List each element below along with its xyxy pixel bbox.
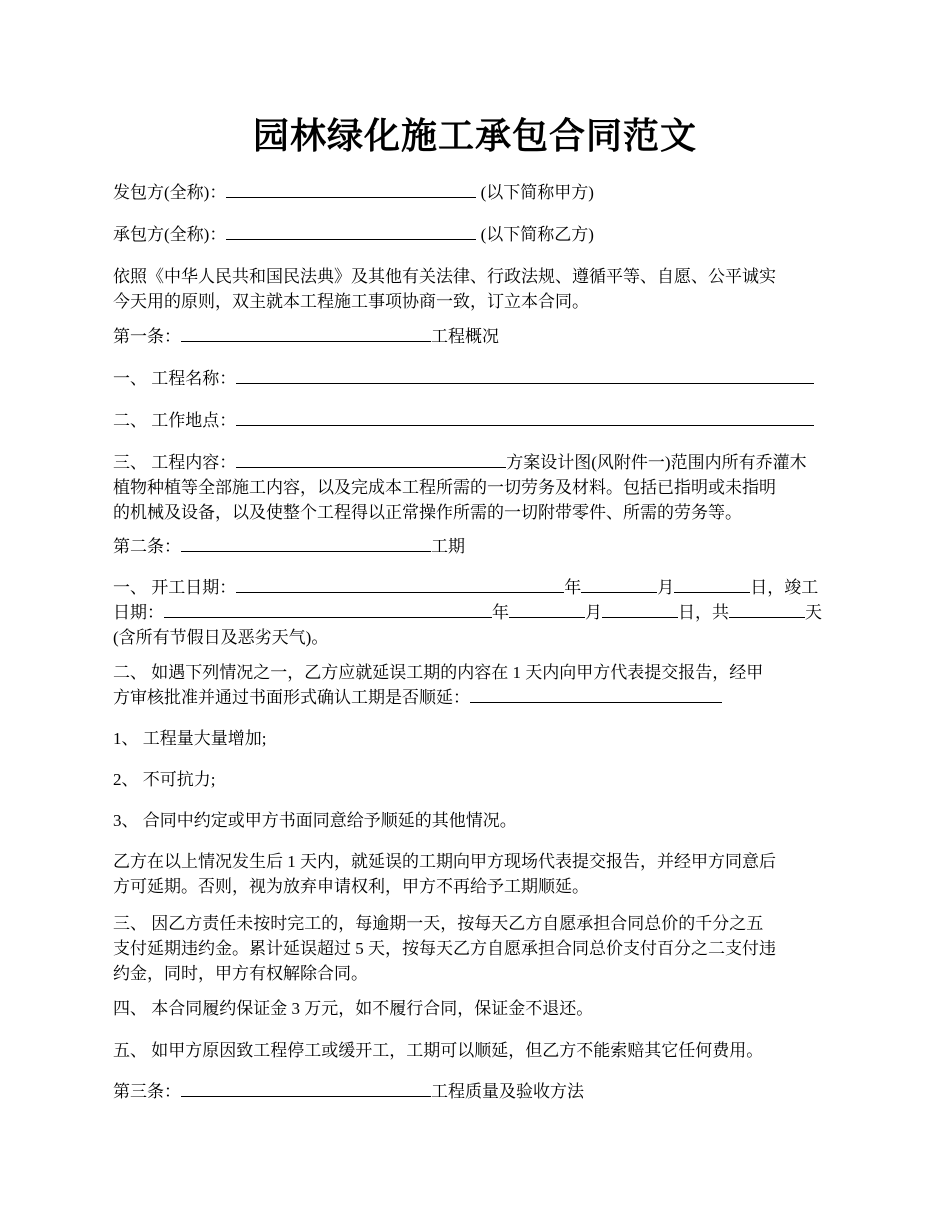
deposit-clause: 四、 本合同履约保证金 3 万元，如不履行合同，保证金不退还。	[113, 999, 594, 1018]
total-label: 日，共	[678, 603, 729, 622]
document-title: 园林绿化施工承包合同范文	[252, 116, 697, 156]
month-label: 月	[585, 603, 602, 622]
delay-report-line: 方可延期。否则，视为放弃申请权利，甲方不再给予工期顺延。	[113, 877, 589, 896]
party-a-blank	[226, 181, 476, 198]
start-year-blank	[236, 576, 564, 593]
party-b-suffix: (以下简称乙方)	[476, 225, 594, 244]
delay-conditions-text: 方审核批准并通过书面形式确认工期是否顺延：	[113, 688, 470, 707]
party-a-suffix: (以下简称甲方)	[476, 183, 594, 202]
start-date-paragraph	[113, 575, 840, 650]
start-day-blank	[674, 576, 750, 593]
start-date-line	[113, 575, 840, 600]
end-date-label: 日期：	[113, 603, 164, 622]
work-location-label: 二、 工作地点：	[113, 411, 237, 430]
project-name-blank	[236, 367, 814, 384]
list-item-1: 1、 工程量大量增加;	[113, 729, 267, 748]
late-penalty-line: 支付延期违约金。累计延误超过 5 天，按每天乙方自愿承担合同总价支付百分之二支付违	[113, 939, 776, 958]
end-date-line	[113, 600, 840, 625]
year-label: 年	[492, 603, 509, 622]
project-content-blank	[236, 451, 506, 468]
end-month-blank	[509, 601, 585, 618]
owner-delay-clause: 五、 如甲方原因致工程停工或缓开工，工期可以顺延，但乙方不能索赔其它任何费用。	[113, 1041, 764, 1060]
month-label: 月	[657, 578, 675, 597]
article-3-heading	[113, 1079, 840, 1104]
article-2-suffix: 工期	[431, 537, 465, 556]
article-3-prefix: 第三条：	[113, 1082, 181, 1101]
list-item-3: 3、 合同中约定或甲方书面同意给予顺延的其他情况。	[113, 811, 517, 830]
article-1-blank	[181, 325, 431, 342]
project-content-label: 三、 工程内容：	[113, 453, 237, 472]
article-1-heading	[113, 324, 840, 349]
project-name-label: 一、 工程名称：	[113, 369, 237, 388]
year-label: 年	[564, 578, 582, 597]
late-penalty-line: 三、 因乙方责任未按时完工的，每逾期一天，按每天乙方自愿承担合同总价的千分之五	[113, 914, 764, 933]
delay-report-line: 乙方在以上情况发生后 1 天内，就延误的工期向甲方现场代表提交报告，并经甲方同意后	[113, 852, 776, 871]
work-location-blank	[236, 409, 814, 426]
project-content-rest: 方案设计图(风附件一)范围内所有乔灌木	[506, 453, 807, 472]
project-content-paragraph	[113, 450, 840, 525]
article-3-suffix: 工程质量及验收方法	[431, 1082, 584, 1101]
article-2-heading	[113, 534, 840, 559]
total-days-blank	[729, 601, 805, 618]
late-penalty-line: 约金，同时，甲方有权解除合同。	[113, 964, 368, 983]
start-date-label: 一、 开工日期：	[113, 578, 237, 597]
delay-conditions-line: 二、 如遇下列情况之一，乙方应就延误工期的内容在 1 天内向甲方代表提交报告，经甲	[113, 663, 764, 682]
article-2-blank	[181, 535, 431, 552]
holiday-note: (含所有节假日及恶劣天气)。	[113, 628, 329, 647]
project-content-line: 的机械及设备，以及使整个工程得以正常操作所需的一切附带零件、所需的劳务等。	[113, 503, 742, 522]
project-content-line: 植物种植等全部施工内容，以及完成本工程所需的一切劳务及材料。包括已指明或未指明	[113, 478, 776, 497]
article-3-blank	[181, 1080, 431, 1097]
delay-report-paragraph	[113, 849, 840, 899]
article-2-prefix: 第二条：	[113, 537, 181, 556]
intro-paragraph	[113, 264, 840, 314]
end-year-blank	[164, 601, 492, 618]
delay-conditions-line	[113, 685, 840, 710]
intro-line: 今天用的原则，双主就本工程施工事项协商一致，订立本合同。	[113, 292, 589, 311]
party-b-line	[113, 222, 840, 247]
completion-label: 日，竣工	[750, 578, 819, 597]
days-label: 天	[805, 603, 822, 622]
article-1-prefix: 第一条：	[113, 327, 181, 346]
party-b-label: 承包方(全称)：	[113, 225, 227, 244]
work-location-line	[113, 408, 840, 433]
list-item-2: 2、 不可抗力;	[113, 770, 216, 789]
delay-conditions-paragraph	[113, 660, 840, 710]
party-b-blank	[226, 223, 476, 240]
delay-conditions-blank	[470, 686, 722, 703]
party-a-line	[113, 180, 840, 205]
party-a-label: 发包方(全称)：	[113, 183, 227, 202]
intro-line: 依照《中华人民共和国民法典》及其他有关法律、行政法规、遵循平等、自愿、公平诚实	[113, 267, 776, 286]
project-content-line	[113, 450, 840, 475]
article-1-suffix: 工程概况	[431, 327, 499, 346]
project-name-line	[113, 366, 840, 391]
late-penalty-paragraph	[113, 911, 840, 986]
start-month-blank	[581, 576, 657, 593]
end-day-blank	[602, 601, 678, 618]
